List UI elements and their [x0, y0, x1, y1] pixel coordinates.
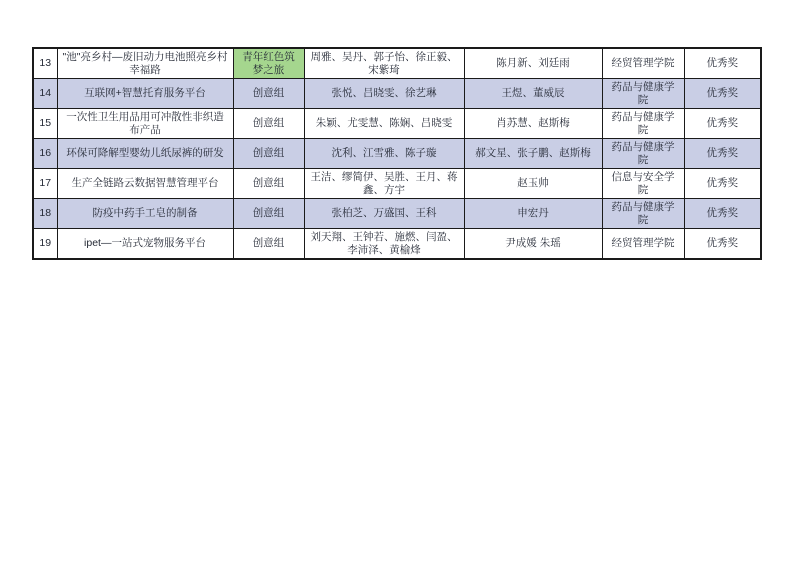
cell-project-name: 环保可降解型婴幼儿纸尿裤的研发	[57, 139, 233, 169]
cell-advisors: 王煜、董威辰	[464, 79, 602, 109]
cell-row-number: 14	[33, 79, 57, 109]
cell-project-name: "池"亮乡村—废旧动力电池照亮乡村幸福路	[57, 48, 233, 79]
cell-advisors: 陈月新、刘廷雨	[464, 48, 602, 79]
cell-team-members: 王洁、缪简伊、吴胜、王月、蒋鑫、方宇	[304, 169, 464, 199]
cell-row-number: 13	[33, 48, 57, 79]
table-row	[33, 48, 761, 79]
cell-award: 优秀奖	[684, 199, 761, 229]
table-row	[33, 229, 761, 260]
cell-award: 优秀奖	[684, 109, 761, 139]
cell-group: 创意组	[233, 109, 304, 139]
cell-college: 药品与健康学院	[602, 199, 684, 229]
cell-group: 创意组	[233, 229, 304, 260]
cell-team-members: 刘天翔、王钟若、施燃、闫盈、李沛泽、黄榆烽	[304, 229, 464, 260]
cell-award: 优秀奖	[684, 79, 761, 109]
cell-project-name: ipet—一站式宠物服务平台	[57, 229, 233, 260]
table-row	[33, 169, 761, 199]
award-table	[32, 47, 762, 260]
cell-college: 药品与健康学院	[602, 109, 684, 139]
cell-college: 药品与健康学院	[602, 139, 684, 169]
cell-team-members: 朱颖、尤雯慧、陈娴、吕晓雯	[304, 109, 464, 139]
cell-college: 经贸管理学院	[602, 48, 684, 79]
cell-team-members: 周雅、吴丹、郭子怡、徐正毅、宋紫琦	[304, 48, 464, 79]
table-row	[33, 199, 761, 229]
cell-row-number: 15	[33, 109, 57, 139]
cell-advisors: 申宏丹	[464, 199, 602, 229]
cell-team-members: 张柏芝、万盛国、王科	[304, 199, 464, 229]
cell-college: 药品与健康学院	[602, 79, 684, 109]
cell-college: 经贸管理学院	[602, 229, 684, 260]
cell-team-members: 沈利、江雪雅、陈子璇	[304, 139, 464, 169]
cell-group: 青年红色筑梦之旅	[233, 48, 304, 79]
cell-group: 创意组	[233, 79, 304, 109]
cell-project-name: 一次性卫生用品用可冲散性非织造布产品	[57, 109, 233, 139]
table-row	[33, 109, 761, 139]
cell-award: 优秀奖	[684, 139, 761, 169]
cell-row-number: 18	[33, 199, 57, 229]
cell-project-name: 生产全链路云数据智慧管理平台	[57, 169, 233, 199]
cell-row-number: 19	[33, 229, 57, 260]
cell-award: 优秀奖	[684, 169, 761, 199]
cell-team-members: 张悦、吕晓雯、徐艺琳	[304, 79, 464, 109]
cell-advisors: 肖苏慧、赵斯梅	[464, 109, 602, 139]
table-row	[33, 79, 761, 109]
cell-row-number: 16	[33, 139, 57, 169]
table-row	[33, 139, 761, 169]
cell-project-name: 互联网+智慧托育服务平台	[57, 79, 233, 109]
cell-group: 创意组	[233, 169, 304, 199]
cell-group: 创意组	[233, 139, 304, 169]
cell-advisors: 郝文星、张子鹏、赵斯梅	[464, 139, 602, 169]
cell-advisors: 赵玉帅	[464, 169, 602, 199]
cell-award: 优秀奖	[684, 229, 761, 260]
cell-group: 创意组	[233, 199, 304, 229]
cell-project-name: 防疫中药手工皂的制备	[57, 199, 233, 229]
cell-row-number: 17	[33, 169, 57, 199]
cell-college: 信息与安全学院	[602, 169, 684, 199]
cell-advisors: 尹成媛 朱瑶	[464, 229, 602, 260]
cell-award: 优秀奖	[684, 48, 761, 79]
